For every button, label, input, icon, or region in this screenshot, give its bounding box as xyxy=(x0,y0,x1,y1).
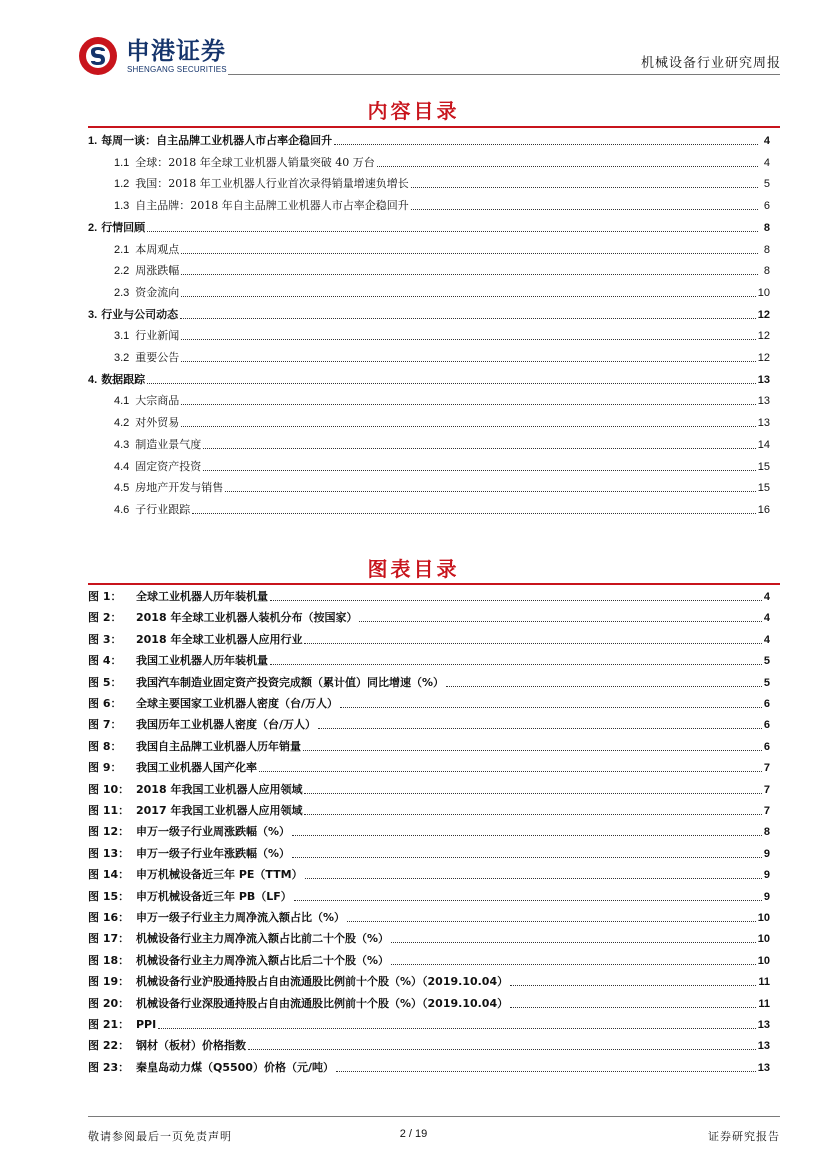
figure-entry[interactable] xyxy=(88,908,770,928)
toc-entry-title: 资金流向 xyxy=(135,285,180,299)
figure-entry[interactable] xyxy=(88,587,770,607)
toc-entry-number: 3. xyxy=(88,308,98,321)
figure-page: 7 xyxy=(763,762,770,775)
figure-title: 申万一级子行业主力周净流入额占比（%） xyxy=(136,911,346,924)
figure-label: 图 9： xyxy=(88,761,122,775)
toc-entry-number: 3.1 xyxy=(114,330,130,343)
report-type: 机械设备行业研究周报 xyxy=(640,56,781,71)
dot-leader xyxy=(147,231,758,232)
figure-label: 图 17： xyxy=(88,932,130,946)
toc-subsection-entry[interactable] xyxy=(88,240,770,260)
toc-subsection-entry[interactable] xyxy=(88,261,770,281)
dot-leader xyxy=(318,728,762,729)
toc-entry-page: 16 xyxy=(757,503,770,516)
toc-subsection-entry[interactable] xyxy=(88,283,770,303)
figure-title: 2018 年全球工业机器人装机分布（按国家） xyxy=(136,611,358,625)
toc-entry-title: 全球：2018 年全球工业机器人销量突破 40 万台 xyxy=(135,155,375,169)
figures-title-divider xyxy=(88,583,780,585)
toc-entry-page: 8 xyxy=(763,221,770,234)
dot-leader xyxy=(377,166,758,167)
toc-entry-page: 4 xyxy=(763,156,770,169)
toc-title: 内容目录 xyxy=(367,99,460,123)
figure-page: 13 xyxy=(757,1061,770,1074)
toc-entry-title: 行情回顾 xyxy=(101,220,146,234)
dot-leader xyxy=(270,600,762,601)
toc-subsection-entry[interactable] xyxy=(88,500,770,520)
toc-entry-number: 4. xyxy=(88,373,98,386)
figure-title: 我国历年工业机器人密度（台/万人） xyxy=(136,718,317,732)
toc-section-entry[interactable] xyxy=(88,131,770,151)
toc-section-entry[interactable] xyxy=(88,370,770,390)
figure-entry[interactable] xyxy=(88,651,770,671)
figure-page: 4 xyxy=(763,633,770,646)
figure-title: 我国汽车制造业固定资产投资完成额（累计值）同比增速（%） xyxy=(136,675,445,689)
dot-leader xyxy=(411,187,758,188)
figure-label: 图 13： xyxy=(88,846,130,860)
figure-title: 2017 年我国工业机器人应用领域 xyxy=(136,804,303,817)
figure-entry[interactable] xyxy=(88,994,770,1014)
figures-title: 图表目录 xyxy=(367,557,460,581)
toc-entry-title: 自主品牌：2018 年自主品牌工业机器人市占率企稳回升 xyxy=(135,199,409,213)
figure-title: 我国工业机器人国产化率 xyxy=(136,761,257,775)
figure-label: 图 2： xyxy=(88,611,122,625)
dot-leader xyxy=(305,878,762,879)
toc-entry-title: 周涨跌幅 xyxy=(135,264,180,278)
figure-title: 2018 年我国工业机器人应用领域 xyxy=(136,782,303,796)
footer-divider xyxy=(88,1116,780,1117)
toc-entry-page: 4 xyxy=(763,135,770,147)
dot-leader xyxy=(347,921,756,922)
dot-leader xyxy=(181,404,755,405)
figure-entry[interactable] xyxy=(88,822,770,842)
figure-entry[interactable] xyxy=(88,887,770,907)
dot-leader xyxy=(411,209,758,210)
figure-label: 图 15： xyxy=(88,889,130,903)
toc-entry-number: 1.3 xyxy=(114,200,130,213)
figure-label: 图 16： xyxy=(88,911,130,924)
toc-entry-title: 我国：2018 年工业机器人行业首次录得销量增速负增长 xyxy=(135,177,409,191)
dot-leader xyxy=(391,964,756,965)
figure-title: 秦皇岛动力煤（Q5500）价格（元/吨） xyxy=(136,1060,334,1074)
toc-entry-title: 重要公告 xyxy=(135,351,180,364)
toc-entry-page: 15 xyxy=(757,460,770,473)
logo-chinese-name: 申港证券 xyxy=(126,37,226,65)
figure-title: 全球工业机器人历年装机量 xyxy=(136,590,268,603)
figure-entry[interactable] xyxy=(88,780,770,800)
figure-entry[interactable] xyxy=(88,758,770,778)
dot-leader xyxy=(446,686,762,687)
dot-leader xyxy=(334,144,758,145)
dot-leader xyxy=(359,621,761,622)
dot-leader xyxy=(340,707,762,708)
figure-label: 图 21： xyxy=(88,1018,130,1031)
shengang-logo-icon xyxy=(78,36,118,76)
figure-entry[interactable] xyxy=(88,951,770,971)
toc-subsection-entry[interactable] xyxy=(88,457,770,477)
toc-entry-page: 5 xyxy=(763,178,770,191)
toc-entry-title: 制造业景气度 xyxy=(135,437,202,451)
figure-entry[interactable] xyxy=(88,608,770,628)
toc-entry-number: 4.4 xyxy=(114,460,130,473)
figure-label: 图 12： xyxy=(88,825,130,839)
figure-title: 机械设备行业沪股通持股占自由流通股比例前十个股（%）（2019.10.04） xyxy=(136,975,509,989)
figure-page: 7 xyxy=(763,783,770,796)
toc-title-divider xyxy=(88,126,780,128)
dot-leader xyxy=(180,318,756,319)
figure-title: 2018 年全球工业机器人应用行业 xyxy=(136,632,303,646)
toc-entry-page: 15 xyxy=(757,482,770,495)
toc-entry-page: 12 xyxy=(757,352,770,364)
figure-page: 7 xyxy=(763,805,770,817)
toc-entry-number: 2.3 xyxy=(114,286,130,299)
figure-label: 图 20： xyxy=(88,996,130,1010)
figure-label: 图 14： xyxy=(88,868,130,882)
header-divider xyxy=(228,74,780,75)
toc-entry-page: 13 xyxy=(757,373,770,386)
dot-leader xyxy=(304,814,761,815)
toc-subsection-entry[interactable] xyxy=(88,174,770,194)
toc-entry-number: 4.1 xyxy=(114,395,130,408)
toc-entry-page: 10 xyxy=(757,286,770,299)
figure-title: 申万一级子行业年涨跌幅（%） xyxy=(136,846,291,860)
figure-label: 图 1： xyxy=(88,590,122,603)
figure-page: 13 xyxy=(757,1019,770,1031)
figure-page: 10 xyxy=(757,933,770,946)
figure-title: 申万机械设备近三年 PE（TTM） xyxy=(136,868,303,882)
figure-label: 图 11： xyxy=(88,804,130,817)
figure-entry[interactable] xyxy=(88,1058,770,1078)
toc-section-entry[interactable] xyxy=(88,305,770,325)
figure-label: 图 22： xyxy=(88,1039,130,1053)
figure-title: 申万一级子行业周涨跌幅（%） xyxy=(136,825,291,839)
dot-leader xyxy=(336,1071,756,1072)
figure-page: 13 xyxy=(757,1040,770,1053)
dot-leader xyxy=(181,253,758,254)
dot-leader xyxy=(181,274,758,275)
figure-label: 图 7： xyxy=(88,718,122,732)
dot-leader xyxy=(292,835,762,836)
dot-leader xyxy=(158,1028,756,1029)
figure-entry[interactable] xyxy=(88,801,770,821)
dot-leader xyxy=(259,771,762,772)
figure-page: 6 xyxy=(763,740,770,753)
dot-leader xyxy=(203,470,755,471)
dot-leader xyxy=(181,361,755,362)
toc-subsection-entry[interactable] xyxy=(88,391,770,411)
figure-title: 我国工业机器人历年装机量 xyxy=(136,654,268,668)
figure-label: 图 19： xyxy=(88,975,130,989)
toc-entry-page: 13 xyxy=(757,395,770,408)
toc-entry-number: 4.5 xyxy=(114,482,130,495)
figure-page: 6 xyxy=(763,719,770,732)
toc-section-entry[interactable] xyxy=(88,218,770,238)
page-header xyxy=(0,0,827,80)
dot-leader xyxy=(292,857,762,858)
toc-entry-number: 2.2 xyxy=(114,265,130,278)
figure-entry[interactable] xyxy=(88,694,770,714)
figure-entry[interactable] xyxy=(88,865,770,885)
figure-entry[interactable] xyxy=(88,1036,770,1056)
figure-label: 图 6： xyxy=(88,697,122,710)
figure-entry[interactable] xyxy=(88,1015,770,1035)
dot-leader xyxy=(181,426,755,427)
figure-entry[interactable] xyxy=(88,737,770,757)
dot-leader xyxy=(270,664,762,665)
toc-subsection-entry[interactable] xyxy=(88,153,770,173)
dot-leader xyxy=(248,1049,756,1050)
toc-entry-page: 8 xyxy=(763,243,770,256)
dot-leader xyxy=(303,750,762,751)
toc-subsection-entry[interactable] xyxy=(88,326,770,346)
toc-entry-page: 14 xyxy=(757,438,770,451)
toc-entry-page: 6 xyxy=(763,200,770,213)
figure-page: 9 xyxy=(763,847,770,860)
dot-leader xyxy=(391,942,756,943)
toc-entry-number: 4.6 xyxy=(114,503,130,516)
toc-subsection-entry[interactable] xyxy=(88,196,770,216)
figure-label: 图 3： xyxy=(88,632,122,646)
figure-page: 5 xyxy=(763,655,770,668)
dot-leader xyxy=(203,448,755,449)
figure-entry[interactable] xyxy=(88,972,770,992)
figure-page: 6 xyxy=(763,698,770,710)
figure-page: 8 xyxy=(763,826,770,839)
figure-entry[interactable] xyxy=(88,673,770,693)
toc-entry-number: 2. xyxy=(88,221,98,234)
figure-entry[interactable] xyxy=(88,929,770,949)
figure-title: 机械设备行业深股通持股占自由流通股比例前十个股（%）（2019.10.04） xyxy=(136,996,509,1010)
figure-title: PPI xyxy=(136,1018,157,1031)
figure-page: 10 xyxy=(757,912,770,924)
footer-disclaimer: 敬请参阅最后一页免责声明 xyxy=(88,1130,232,1143)
dot-leader xyxy=(147,383,756,384)
figure-label: 图 8： xyxy=(88,739,122,753)
figure-page: 11 xyxy=(758,976,770,989)
figure-page: 9 xyxy=(763,890,770,903)
toc-entry-title: 行业与公司动态 xyxy=(101,307,179,321)
dot-leader xyxy=(192,513,755,514)
dot-leader xyxy=(304,793,761,794)
figure-title: 钢材（板材）价格指数 xyxy=(136,1039,246,1053)
toc-subsection-entry[interactable] xyxy=(88,435,770,455)
toc-entry-title: 对外贸易 xyxy=(135,416,180,430)
figure-label: 图 10： xyxy=(88,782,130,796)
toc-entry-page: 13 xyxy=(757,417,770,430)
figure-page: 9 xyxy=(763,869,770,882)
toc-entry-title: 数据跟踪 xyxy=(101,372,146,386)
figure-title: 机械设备行业主力周净流入额占比后二十个股（%） xyxy=(136,953,390,967)
figure-label: 图 23： xyxy=(88,1060,130,1074)
figure-page: 11 xyxy=(758,997,770,1010)
toc-entry-title: 固定资产投资 xyxy=(135,459,202,473)
toc-entry-number: 1. xyxy=(88,135,98,147)
toc-entry-page: 12 xyxy=(757,308,770,321)
footer-report-label: 证券研究报告 xyxy=(708,1130,780,1143)
figure-page: 5 xyxy=(763,676,770,689)
figure-title: 全球主要国家工业机器人密度（台/万人） xyxy=(136,697,339,710)
toc-entry-title: 本周观点 xyxy=(135,242,180,256)
dot-leader xyxy=(225,491,755,492)
figure-page: 4 xyxy=(763,591,770,603)
toc-entry-number: 3.2 xyxy=(114,352,130,364)
toc-entry-number: 1.2 xyxy=(114,178,130,191)
dot-leader xyxy=(181,339,755,340)
dot-leader xyxy=(510,985,756,986)
toc-entry-title: 大宗商品 xyxy=(135,394,180,408)
figure-label: 图 4： xyxy=(88,654,122,668)
figure-title: 我国自主品牌工业机器人历年销量 xyxy=(136,739,301,753)
toc-entry-number: 1.1 xyxy=(114,156,130,169)
dot-leader xyxy=(181,296,755,297)
dot-leader xyxy=(294,900,762,901)
dot-leader xyxy=(304,643,761,644)
toc-subsection-entry[interactable] xyxy=(88,478,770,498)
toc-entry-page: 12 xyxy=(757,330,770,343)
figure-page: 4 xyxy=(763,612,770,625)
toc-entry-title: 每周一谈：自主品牌工业机器人市占率企稳回升 xyxy=(101,134,333,147)
toc-subsection-entry[interactable] xyxy=(88,348,770,368)
toc-entry-title: 行业新闻 xyxy=(135,329,180,343)
figure-title: 机械设备行业主力周净流入额占比前二十个股（%） xyxy=(136,932,390,946)
logo-english-name: SHENGANG SECURITIES xyxy=(127,65,227,74)
figure-entry[interactable] xyxy=(88,844,770,864)
toc-entry-number: 2.1 xyxy=(114,243,130,256)
toc-entry-title: 房地产开发与销售 xyxy=(135,481,224,495)
figure-entry[interactable] xyxy=(88,630,770,650)
figure-label: 图 5： xyxy=(88,675,122,689)
toc-entry-page: 8 xyxy=(763,265,770,278)
figure-label: 图 18： xyxy=(88,953,130,967)
toc-subsection-entry[interactable] xyxy=(88,413,770,433)
toc-entry-title: 子行业跟踪 xyxy=(135,502,191,516)
toc-entry-number: 4.2 xyxy=(114,417,130,430)
figure-entry[interactable] xyxy=(88,715,770,735)
dot-leader xyxy=(510,1007,756,1008)
page-number: 2 / 19 xyxy=(399,1128,428,1140)
figure-title: 申万机械设备近三年 PB（LF） xyxy=(136,889,292,903)
toc-entry-number: 4.3 xyxy=(114,438,130,451)
figure-page: 10 xyxy=(757,954,770,967)
